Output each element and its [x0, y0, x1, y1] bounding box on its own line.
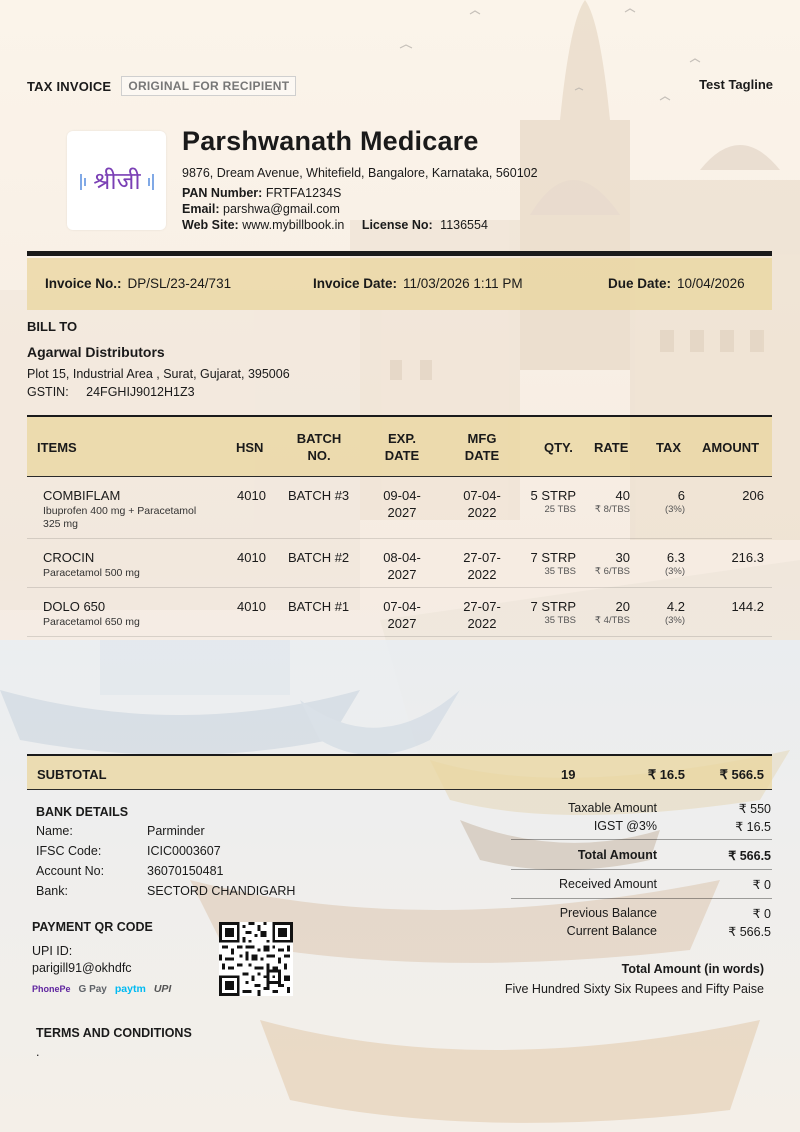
item-hsn: 4010 — [237, 488, 266, 503]
subtotal-label: SUBTOTAL — [37, 767, 107, 782]
bill-to-title: BILL TO — [27, 319, 78, 334]
phonepe-icon: PhonePe — [32, 984, 71, 994]
ifsc-value: ICIC0003607 — [147, 844, 221, 858]
bank-label: Bank: — [36, 884, 68, 898]
previous-balance-label: Previous Balance — [559, 906, 657, 920]
igst-value: ₹ 16.5 — [735, 820, 771, 834]
item-qty-value: 7 STRP — [530, 550, 576, 565]
item-desc: Paracetamol 650 mg — [43, 616, 140, 628]
payment-qr-title: PAYMENT QR CODE — [32, 920, 153, 934]
item-name: CROCIN — [43, 550, 95, 565]
item-qty-sub: 25 TBS — [544, 504, 576, 515]
item-rate-sub: ₹ 6/TBS — [594, 566, 630, 577]
item-exp-line2: 2027 — [387, 616, 417, 631]
col-tax: TAX — [656, 440, 682, 455]
item-qty-sub: 35 TBS — [544, 566, 576, 577]
pan-label: PAN Number: — [182, 186, 263, 200]
col-exp-line1: EXP. — [388, 431, 416, 446]
bank-details-title: BANK DETAILS — [36, 805, 129, 819]
summary-divider — [511, 839, 772, 840]
item-exp-line1: 07-04- — [383, 599, 421, 614]
item-rate-value: 30 — [615, 550, 630, 565]
account-value: 36070150481 — [147, 864, 224, 878]
col-rate: RATE — [594, 440, 629, 455]
item-qty — [520, 487, 576, 516]
col-amount: AMOUNT — [702, 440, 760, 455]
item-rate-value: 20 — [615, 599, 630, 614]
row-divider — [27, 587, 772, 588]
upi-icon: UPI — [153, 983, 172, 995]
item-rate-sub: ₹ 4/TBS — [594, 615, 630, 626]
amount-in-words-value: Five Hundred Sixty Six Rupees and Fifty Paise — [504, 982, 764, 996]
copy-badge: ORIGINAL FOR RECIPIENT — [121, 76, 296, 96]
bank-name-label: Name: — [36, 824, 73, 838]
col-batch — [292, 430, 346, 464]
item-exp-line2: 2027 — [387, 567, 417, 582]
email-value[interactable]: parshwa@gmail.com — [223, 202, 340, 216]
col-items: ITEMS — [37, 440, 77, 455]
item-cell — [43, 487, 233, 531]
item-tax-value: 6.3 — [666, 550, 685, 565]
col-mfg-line1: MFG — [467, 431, 497, 446]
license-value: 1136554 — [440, 218, 488, 232]
item-mfg-line1: 07-04- — [463, 488, 501, 503]
item-mfg-line1: 27-07- — [463, 550, 501, 565]
summary-divider — [511, 898, 772, 899]
current-balance-value: ₹ 566.5 — [728, 925, 771, 939]
item-desc: Ibuprofen 400 mg + Paracetamol — [43, 505, 197, 517]
item-tax — [650, 598, 685, 627]
col-exp-line2: DATE — [384, 448, 420, 463]
col-mfg-date — [458, 430, 506, 464]
invoice-number-value: DP/SL/23-24/731 — [127, 276, 232, 291]
subtotal-tax: ₹ 16.5 — [647, 767, 685, 782]
due-date-value: 10/04/2026 — [677, 276, 745, 291]
header-rule — [27, 251, 772, 256]
item-qty-value: 5 STRP — [530, 488, 576, 503]
customer-address: Plot 15, Industrial Area , Surat, Gujarat, 395006 — [27, 367, 290, 381]
business-address: 9876, Dream Avenue, Whitefield, Bangalore, Karnataka, 560102 — [182, 166, 538, 180]
item-exp — [378, 598, 426, 632]
item-tax-value: 6 — [677, 488, 685, 503]
subtotal-qty: 19 — [561, 767, 576, 782]
item-cell — [43, 549, 233, 580]
row-divider — [27, 538, 772, 539]
taxable-amount-label: Taxable Amount — [568, 801, 657, 815]
payment-apps — [32, 983, 171, 995]
item-amount: 216.3 — [731, 550, 764, 565]
col-batch-line1: BATCH — [296, 431, 342, 446]
terms-body: . — [36, 1045, 40, 1059]
item-hsn: 4010 — [237, 550, 266, 565]
item-batch: BATCH #3 — [288, 488, 350, 503]
received-amount-label: Received Amount — [559, 877, 657, 891]
item-rate — [580, 598, 630, 627]
logo-script: श्रीजी — [92, 166, 141, 195]
website-label: Web Site: — [182, 218, 239, 232]
item-mfg-line2: 2022 — [467, 567, 497, 582]
email-label: Email: — [182, 202, 220, 216]
bank-value: SECTORD CHANDIGARH — [147, 884, 296, 898]
item-hsn: 4010 — [237, 599, 266, 614]
item-tax — [650, 549, 685, 578]
logo-mark — [71, 156, 163, 206]
total-amount-value: ₹ 566.5 — [728, 849, 771, 863]
doc-type: TAX INVOICE — [27, 78, 112, 94]
item-mfg — [458, 549, 506, 583]
account-label: Account No: — [36, 864, 105, 878]
item-cell — [43, 598, 233, 629]
business-name: Parshwanath Medicare — [182, 126, 479, 156]
item-tax-sub: (3%) — [664, 615, 685, 626]
item-exp — [378, 487, 426, 521]
item-batch: BATCH #2 — [288, 550, 350, 565]
payment-qr-code — [219, 922, 293, 996]
summary-divider — [511, 869, 772, 870]
business-logo — [67, 131, 166, 230]
website-value[interactable]: www.mybillbook.in — [242, 218, 345, 232]
due-date — [608, 276, 745, 291]
item-exp-line1: 08-04- — [383, 550, 421, 565]
item-rate-sub: ₹ 8/TBS — [594, 504, 630, 515]
item-batch: BATCH #1 — [288, 599, 350, 614]
col-exp-date — [378, 430, 426, 464]
item-qty — [520, 549, 576, 578]
terms-title: TERMS AND CONDITIONS — [36, 1026, 192, 1040]
pan-value: FRTFA1234S — [265, 186, 342, 200]
item-amount: 144.2 — [731, 599, 764, 614]
gstin-value: 24FGHIJ9012H1Z3 — [86, 385, 195, 399]
tagline: Test Tagline — [699, 77, 773, 92]
invoice-heading — [27, 76, 296, 96]
customer-gstin — [27, 385, 195, 399]
item-qty — [520, 598, 576, 627]
invoice-date — [313, 276, 523, 291]
col-mfg-line2: DATE — [464, 448, 500, 463]
item-exp-line2: 2027 — [387, 505, 417, 520]
item-exp — [378, 549, 426, 583]
item-name: COMBIFLAM — [43, 488, 121, 503]
igst-label: IGST @3% — [593, 819, 657, 833]
pan-line — [182, 186, 341, 200]
amount-in-words-label: Total Amount (in words) — [621, 962, 764, 976]
col-qty: QTY. — [544, 440, 573, 455]
email-line — [182, 202, 340, 216]
item-tax-value: 4.2 — [666, 599, 685, 614]
upi-id[interactable]: parigill91@okhdfc — [32, 961, 132, 975]
gpay-icon: G Pay — [78, 983, 107, 995]
item-name: DOLO 650 — [43, 599, 106, 614]
item-rate — [580, 549, 630, 578]
invoice-date-label: Invoice Date: — [313, 276, 398, 291]
subtotal-amount: ₹ 566.5 — [719, 767, 764, 782]
col-batch-line2: NO. — [307, 448, 331, 463]
row-divider — [27, 636, 772, 637]
previous-balance-value: ₹ 0 — [752, 907, 771, 921]
due-date-label: Due Date: — [608, 276, 672, 291]
received-amount-value: ₹ 0 — [752, 878, 771, 892]
item-mfg — [458, 487, 506, 521]
item-mfg-line2: 2022 — [467, 505, 497, 520]
gstin-label: GSTIN: — [27, 385, 69, 399]
invoice-number — [45, 276, 231, 291]
website-line — [182, 218, 488, 232]
item-tax — [650, 487, 685, 516]
total-amount-label: Total Amount — [577, 848, 657, 862]
item-desc: Paracetamol 500 mg — [43, 567, 140, 579]
invoice-date-value: 11/03/2026 1:11 PM — [403, 276, 523, 291]
item-amount: 206 — [742, 488, 764, 503]
paytm-icon: paytm — [114, 983, 146, 995]
item-tax-sub: (3%) — [664, 504, 685, 515]
item-rate-value: 40 — [615, 488, 630, 503]
customer-name: Agarwal Distributors — [27, 344, 165, 360]
item-mfg-line2: 2022 — [467, 616, 497, 631]
item-desc-cont: 325 mg — [43, 518, 79, 530]
item-exp-line1: 09-04- — [383, 488, 421, 503]
license-label: License No: — [361, 218, 433, 232]
upi-label: UPI ID: — [32, 944, 73, 958]
item-qty-value: 7 STRP — [530, 599, 576, 614]
current-balance-label: Current Balance — [566, 924, 657, 938]
item-rate — [580, 487, 630, 516]
invoice-number-label: Invoice No.: — [45, 276, 122, 291]
item-qty-sub: 35 TBS — [544, 615, 576, 626]
item-mfg-line1: 27-07- — [463, 599, 501, 614]
ifsc-label: IFSC Code: — [36, 844, 102, 858]
item-tax-sub: (3%) — [664, 566, 685, 577]
item-mfg — [458, 598, 506, 632]
bank-name-value: Parminder — [147, 824, 205, 838]
col-hsn: HSN — [236, 440, 264, 455]
taxable-amount-value: ₹ 550 — [738, 802, 771, 816]
